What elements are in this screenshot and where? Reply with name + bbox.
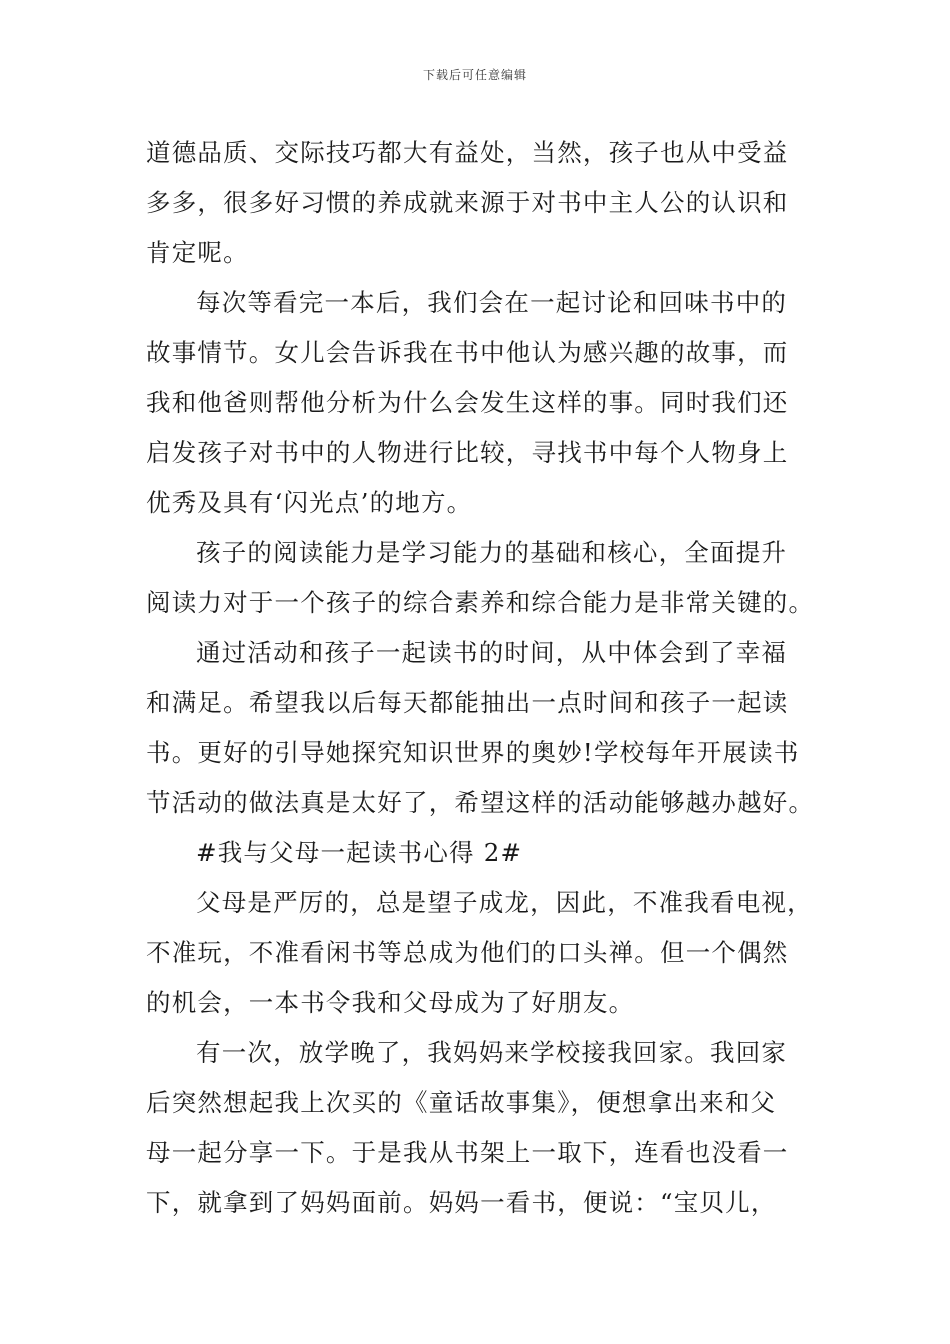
paragraph-start-line: 孩子的阅读能力是学习能力的基础和核心，全面提升 <box>196 538 788 567</box>
text-line: 的机会，一本书令我和父母成为了好朋友。 <box>146 988 635 1017</box>
page-header: 下载后可任意编辑 <box>422 68 527 82</box>
text-line: 下，就拿到了妈妈面前。妈妈一看书，便说：“宝贝儿， <box>146 1188 777 1217</box>
paragraph-start-line: 每次等看完一本后，我们会在一起讨论和回味书中的 <box>196 288 788 317</box>
text-line: 阅读力对于一个孩子的综合素养和综合能力是非常关键的。 <box>146 588 815 617</box>
text-line: 和满足。希望我以后每天都能抽出一点时间和孩子一起读 <box>146 688 789 717</box>
paragraph-start-line: 父母是严厉的，总是望子成龙，因此，不准我看电视， <box>196 888 813 917</box>
text-line: 启发孩子对书中的人物进行比较，寻找书中每个人物身上 <box>146 438 789 467</box>
text-line: 节活动的做法真是太好了，希望这样的活动能够越办越好。 <box>146 788 815 817</box>
text-line: 母一起分享一下。于是我从书架上一取下，连看也没看一 <box>146 1138 789 1167</box>
text-line: 优秀及具有‘闪光点’的地方。 <box>146 488 473 517</box>
text-line: 书。更好的引导她探究知识世界的奥妙!学校每年开展读书 <box>146 738 800 767</box>
text-line: 道德品质、交际技巧都大有益处，当然，孩子也从中受益 <box>146 138 789 167</box>
text-line: 不准玩，不准看闲书等总成为他们的口头禅。但一个偶然 <box>146 938 789 967</box>
text-line: 故事情节。女儿会告诉我在书中他认为感兴趣的故事，而 <box>146 338 789 367</box>
text-line: 我和他爸则帮他分析为什么会发生这样的事。同时我们还 <box>146 388 789 417</box>
text-line: 多多，很多好习惯的养成就来源于对书中主人公的认识和 <box>146 188 789 217</box>
document-body <box>146 128 836 1228</box>
paragraph-start-line: 通过活动和孩子一起读书的时间，从中体会到了幸福 <box>196 638 788 667</box>
paragraph-start-line: 有一次，放学晚了，我妈妈来学校接我回家。我回家 <box>196 1038 788 1067</box>
text-line: 肯定呢。 <box>146 238 249 267</box>
text-line: 后突然想起我上次买的《童话故事集》，便想拿出来和父 <box>146 1088 777 1117</box>
section-heading: #我与父母一起读书心得 2# <box>196 838 523 867</box>
